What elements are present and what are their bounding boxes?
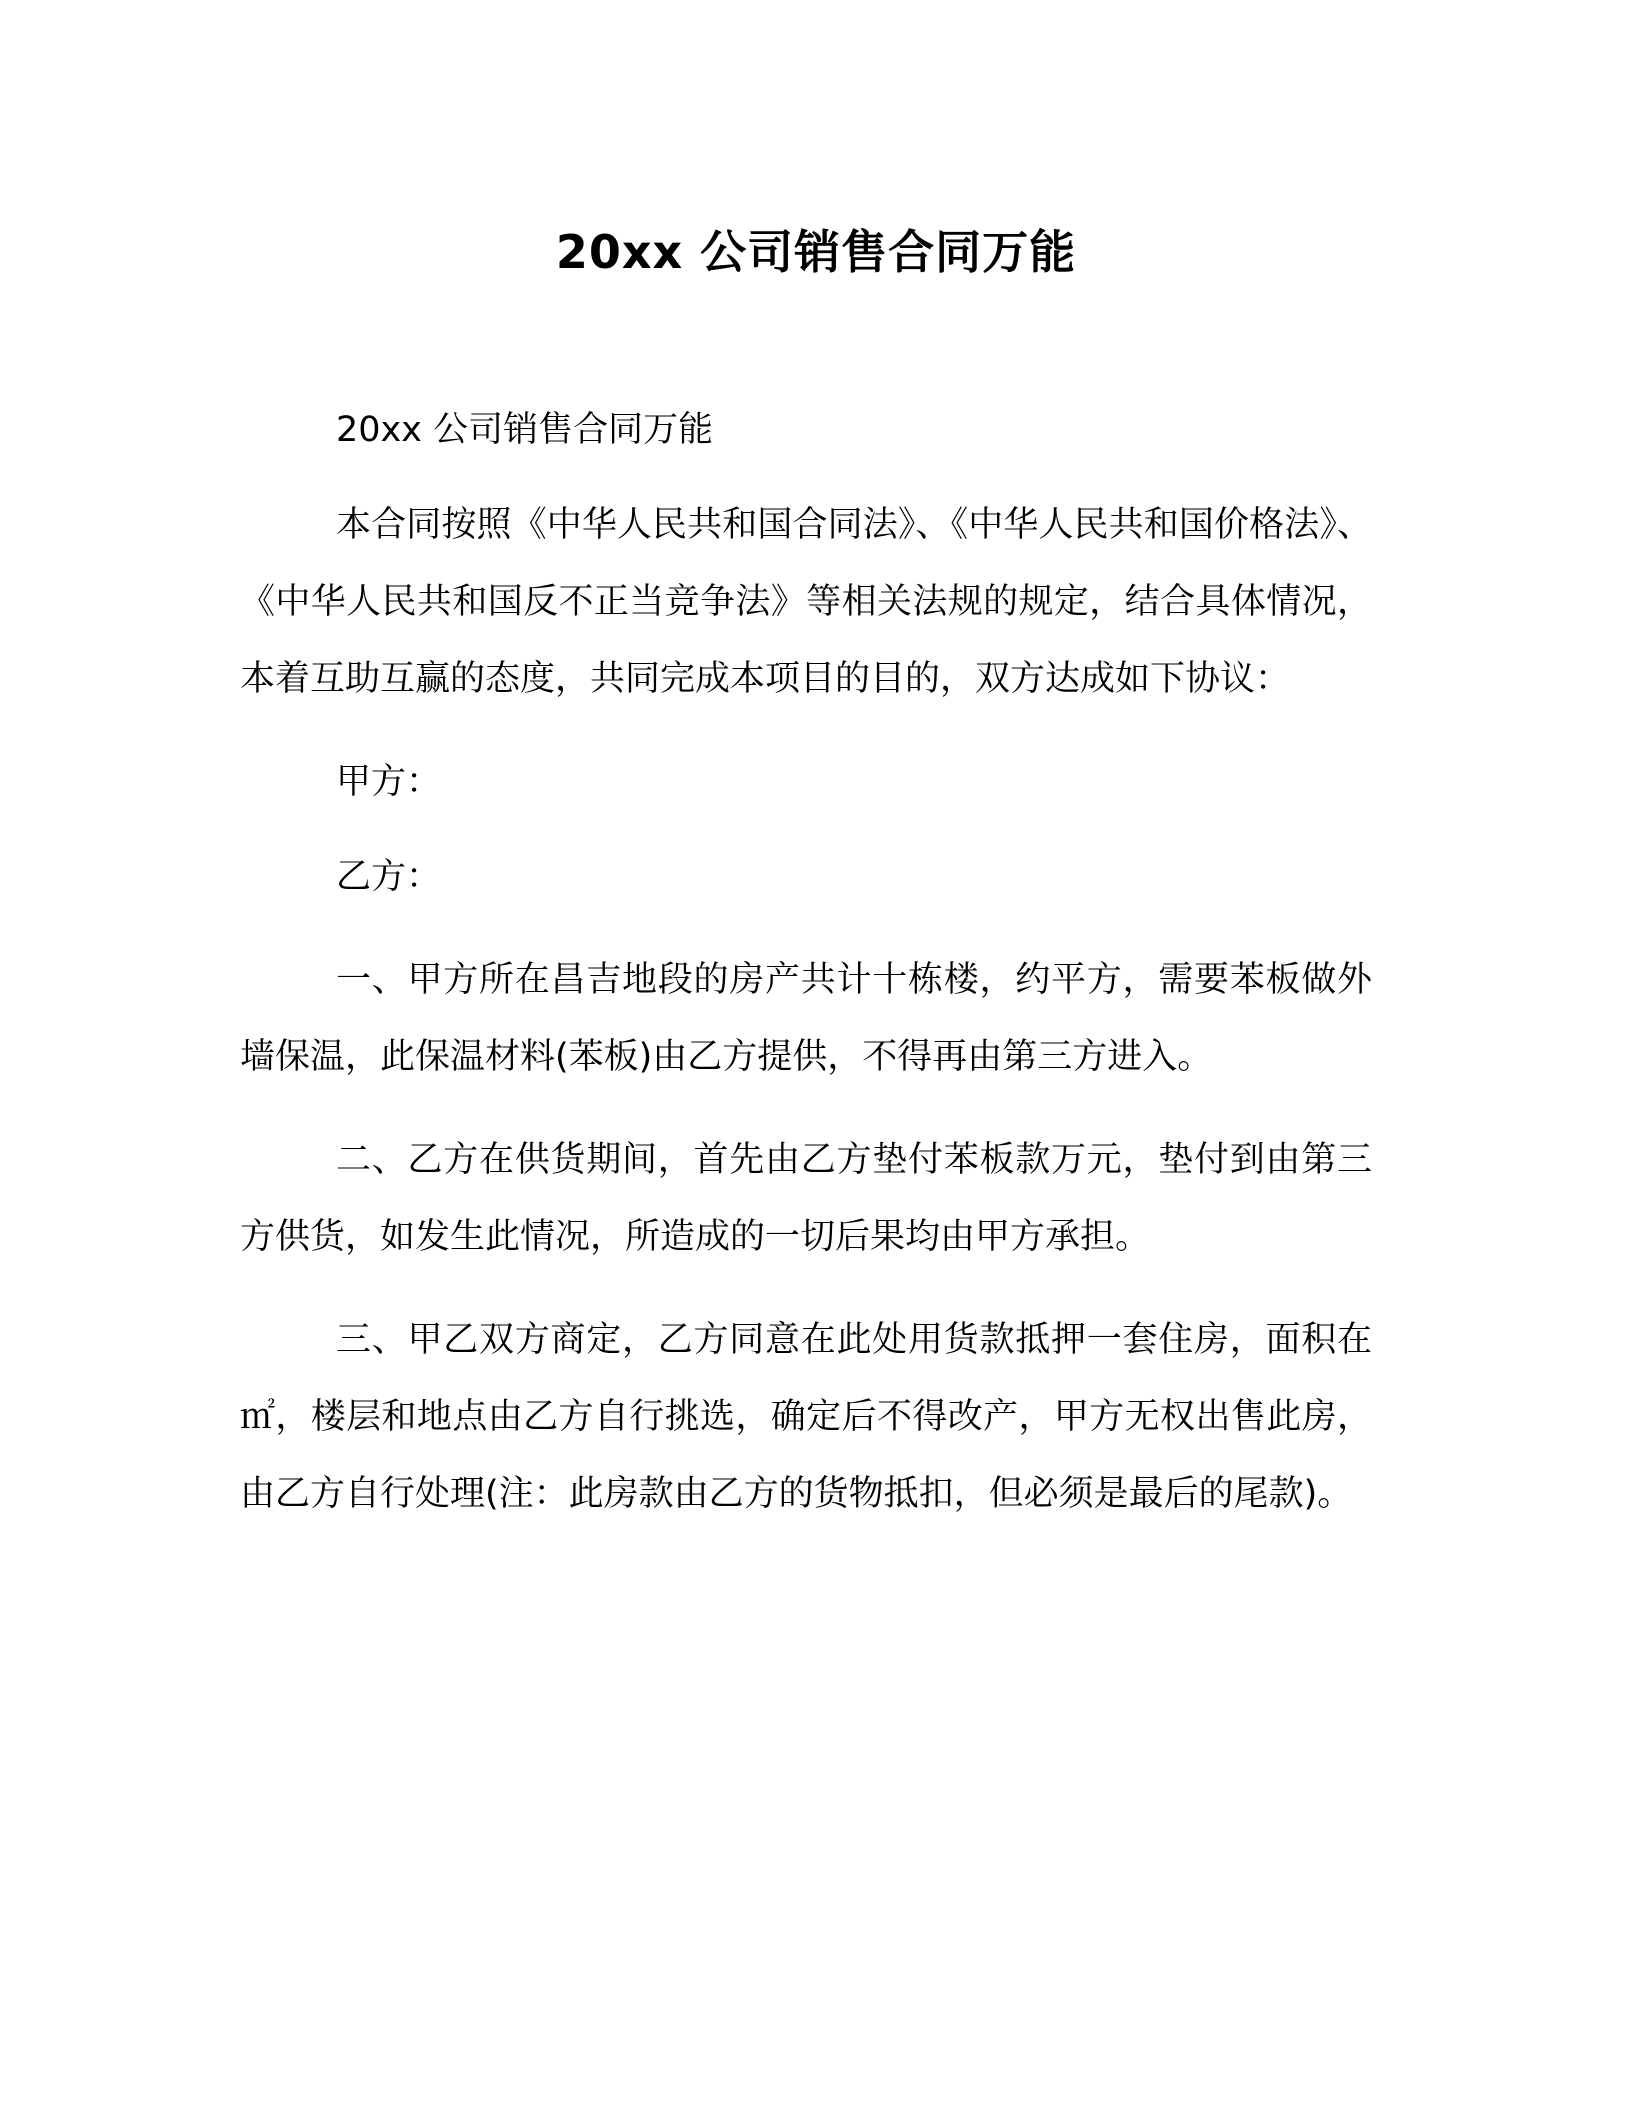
clause-two-paragraph: 二、乙方在供货期间，首先由乙方垫付苯板款万元，垫付到由第三方供货，如发生此情况，所造成的一切后果均由甲方承担。 [240,1140,1372,1257]
clause-one-paragraph: 一、甲方所在昌吉地段的房产共计十栋楼，约平方，需要苯板做外墙保温，此保温材料(苯板)由乙方提供，不得再由第三方进入。 [240,960,1372,1077]
preamble-paragraph: 本合同按照《中华人民共和国合同法》、《中华人民共和国价格法》、《中华人民共和国反不正当竞争法》等相关法规的规定，结合具体情况，本着互助互赢的态度，共同完成本项目的目的，双方达成如下协议： [240,505,1372,699]
subtitle-paragraph: 20xx 公司销售合同万能 [336,410,714,450]
clause-three-paragraph: 三、甲乙双方商定，乙方同意在此处用货款抵押一套住房，面积在㎡，楼层和地点由乙方自行挑选，确定后不得改产，甲方无权出售此房，由乙方自行处理(注：此房款由乙方的货物抵扣，但必须是最后的尾款)。 [240,1320,1372,1514]
document-title: 20xx 公司销售合同万能 [555,225,1077,279]
party-a-line: 甲方： [336,762,442,802]
party-b-line: 乙方： [336,857,442,897]
document-body [240,392,1372,1533]
